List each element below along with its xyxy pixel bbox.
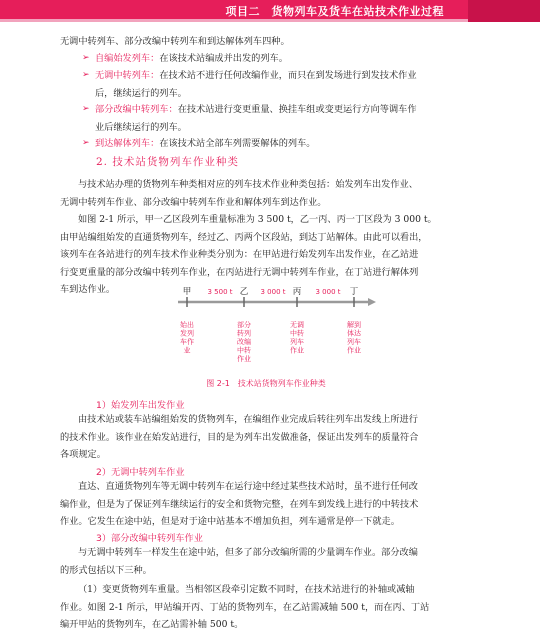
- figure-caption-text: 技术站货物列车作业种类: [237, 379, 326, 388]
- paragraph-line: 的形式包括以下三种。: [60, 564, 152, 576]
- station-diagram: [0, 283, 540, 375]
- railway-arrowhead: [368, 298, 376, 306]
- paragraph-line: 车到达作业。: [60, 284, 116, 295]
- paragraph-line: （1）变更货物列车重量。当相邻区段牵引定数不同时，在技术站进行的补轴或减轴: [78, 584, 415, 595]
- paragraph-line: 与技术站办理的货物列车种类相对应的列车技术作业种类包括：始发列车出发作业、: [78, 179, 418, 190]
- subheading: 2）无调中转列车作业: [96, 467, 185, 478]
- subheading: 3）部分改编中转列车作业: [96, 533, 203, 544]
- paragraph-line: 作业。如图 2-1 所示，甲站编开丙、丁站的货物列车，在乙站需减轴 500 t，而在丙、丁站: [60, 601, 430, 613]
- section-heading: 2. 技术站货物列车作业种类: [96, 156, 239, 168]
- figure-caption: [0, 378, 540, 389]
- segment-weight-label: 3 000 t: [315, 288, 341, 296]
- paragraph: [60, 544, 484, 579]
- paragraph-line: 如图 2-1 所示，甲一乙区段列车重量标准为 3 500 t，乙一丙、丙一丁区段为 3 000 t。: [78, 214, 437, 225]
- bullet-item: [82, 50, 485, 68]
- paragraph: [60, 478, 484, 531]
- bullet-continuation: 后，继续运行的列车。: [95, 87, 187, 99]
- paragraph-line: 各项规定。: [60, 449, 106, 460]
- bullet-item: [82, 135, 485, 153]
- paragraph-line: 由技术站或装车站编组始发的货物列车，在编组作业完成后转往列车出发线上所进行: [78, 414, 418, 425]
- arrow-bullet-icon: ➢: [82, 104, 90, 114]
- operation-label: 部分转列改编中转作业: [237, 321, 251, 363]
- station-label-jia: 甲: [182, 287, 192, 297]
- operation-labels: [180, 320, 361, 363]
- paragraph: [60, 581, 484, 634]
- segment-weight-label: 3 000 t: [260, 288, 286, 296]
- arrow-bullet-icon: ➢: [82, 138, 90, 148]
- paragraph-line: 作业。它发生在途中站，但是对于途中站基本不增加负担，列车通常是停一下就走。: [60, 516, 400, 527]
- paragraph: [60, 176, 484, 211]
- operation-label: 无调中转列车作业: [290, 321, 304, 355]
- header-stripe: [0, 19, 540, 22]
- paragraph-line: 由甲站编组始发的直通货物列车，经过乙、丙两个区段站，到达丁站解体。由此可以看出，: [60, 231, 428, 243]
- bullet-text: 在该技术站编成并出发的列车。: [159, 53, 288, 64]
- bullet-text: 在技术站不进行任何改编作业，而只在到发场进行到发技术作业: [159, 70, 417, 81]
- paragraph-line: 直达、直通货物列车等无调中转列车在运行途中经过某些技术站时，虽不进行任何改: [78, 481, 418, 492]
- segment-weight-label: 3 500 t: [207, 288, 233, 296]
- paragraph-line: 的技术作业。该作业在始发站进行，目的是为列车出发做准备，保证出发列车的质量符合: [60, 431, 419, 443]
- station-label-ding: 丁: [349, 287, 359, 297]
- intro-line: 无调中转列车、部分改编中转列车和到达解体列车四种。: [60, 36, 290, 47]
- station-label-bing: 丙: [292, 287, 302, 297]
- operation-label: 解到体达列车作业: [347, 321, 361, 355]
- paragraph-line: 无调中转列车作业、部分改编中转列车作业和解体列车到达作业。: [60, 196, 327, 208]
- header-title: 项目二 货物列车及货车在站技术作业过程: [225, 5, 444, 18]
- paragraph-line: 与无调中转列车一样发生在途中站，但多了部分改编所需的少量调车作业。部分改编: [78, 547, 418, 558]
- bullet-continuation: 业后继续运行的列车。: [95, 121, 187, 133]
- paragraph-line: 编开甲站的货物列车，在乙站需补轴 500 t。: [60, 619, 244, 630]
- paragraph-line: 该列车在各站进行的列车技术作业种类分别为：在甲站进行始发列车出发作业，在乙站进: [60, 249, 419, 260]
- bullet-text: 在该技术站全部车列需要解体的列车。: [159, 138, 316, 149]
- header-corner-bar: [468, 0, 540, 22]
- figure-number: 图 2-1: [206, 379, 230, 388]
- operation-label: 始出发列车作业: [180, 321, 194, 355]
- bullet-item: [82, 101, 485, 136]
- subheading: 1）始发列车出发作业: [96, 400, 185, 411]
- page-header: [0, 0, 540, 22]
- bullet-term: 部分改编中转列车：: [95, 104, 178, 115]
- bullet-term: 自编始发列车：: [95, 53, 160, 64]
- bullet-text: 在技术站进行变更重量、换挂车组或变更运行方向等调车作: [177, 104, 417, 115]
- station-label-yi: 乙: [239, 287, 249, 297]
- paragraph-line: 行变更重量的部分改编中转列车作业，在丙站进行无调中转列车作业，在丁站进行解体列: [60, 266, 419, 278]
- paragraph: [60, 411, 484, 464]
- arrow-bullet-icon: ➢: [82, 70, 90, 80]
- arrow-bullet-icon: ➢: [82, 53, 90, 63]
- bullet-item: [82, 67, 485, 102]
- bullet-term: 无调中转列车：: [95, 70, 160, 81]
- paragraph-line: 编作业，但是为了保证列车继续运行的安全和货物完整，在列车到发线上进行的中转技术: [60, 498, 419, 510]
- bullet-term: 到达解体列车：: [95, 138, 160, 149]
